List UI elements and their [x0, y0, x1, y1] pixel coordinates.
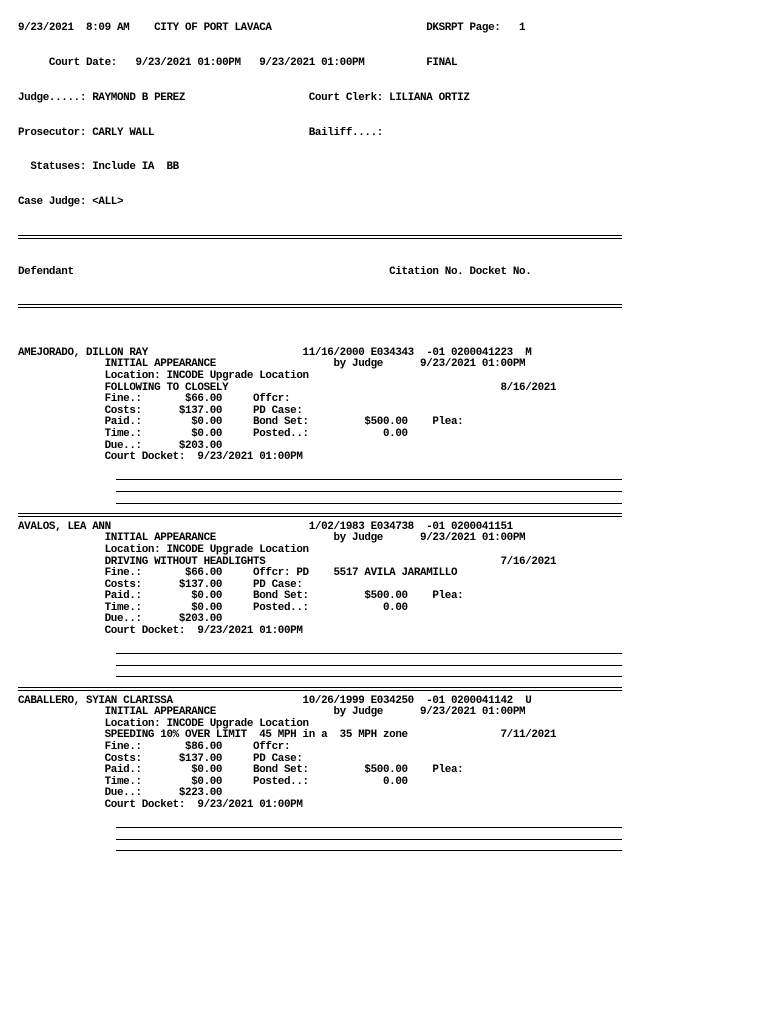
case-detail-line: Time.: $0.00 Posted..: 0.00	[18, 601, 408, 614]
case-detail-line: Paid.: $0.00 Bond Set: $500.00 Plea:	[18, 416, 464, 429]
case-detail-line: Location: INCODE Upgrade Location	[18, 717, 309, 730]
case-detail-line: Costs: $137.00 PD Case:	[18, 578, 303, 591]
case-detail-line: Costs: $137.00 PD Case:	[18, 752, 303, 765]
notes-underline	[18, 672, 556, 684]
double-rule	[18, 301, 556, 313]
case-detail-line: Fine.: $66.00 Offcr: PD 5517 AVILA JARAMILLO	[18, 567, 458, 580]
defendant-line: AVALOS, LEA ANN 1/02/1983 E034738 -01 0200041151	[18, 520, 513, 533]
column-headers: Defendant Citation No. Docket No.	[18, 265, 532, 278]
notes-underline	[18, 649, 556, 661]
case-detail-line: Location: INCODE Upgrade Location	[18, 543, 309, 556]
case-judge-line: Case Judge: <ALL>	[18, 196, 124, 209]
double-rule	[18, 510, 556, 522]
spacer	[18, 464, 556, 476]
notes-underline	[18, 475, 556, 487]
double-rule	[18, 232, 556, 244]
case-detail-line: Time.: $0.00 Posted..: 0.00	[18, 775, 408, 788]
defendant-line: AMEJORADO, DILLON RAY 11/16/2000 E034343 -01 0200041223 M	[18, 346, 532, 359]
case-entry	[18, 522, 556, 684]
case-detail-line: Fine.: $66.00 Offcr:	[18, 393, 291, 406]
case-detail-line: Due..: $203.00	[18, 439, 223, 452]
case-detail-line: Paid.: $0.00 Bond Set: $500.00 Plea:	[18, 764, 464, 777]
spacer	[18, 638, 556, 650]
case-detail-line: Location: INCODE Upgrade Location	[18, 370, 309, 382]
case-detail-line: INITIAL APPEARANCE by Judge 9/23/2021 01:00PM	[18, 358, 526, 371]
case-entry	[18, 696, 556, 858]
notes-underline	[18, 487, 556, 499]
case-detail-line: Paid.: $0.00 Bond Set: $500.00 Plea:	[18, 590, 464, 603]
case-list	[18, 348, 556, 858]
notes-underline	[18, 661, 556, 673]
docket-report	[18, 0, 556, 870]
notes-underline	[18, 835, 556, 847]
court-date-line: Court Date: 9/23/2021 01:00PM 9/23/2021 01:00PM FINAL	[18, 56, 458, 69]
notes-underline	[18, 499, 556, 511]
case-detail-line: DRIVING WITHOUT HEADLIGHTS 7/16/2021	[18, 555, 557, 568]
case-detail-line: Due..: $223.00	[18, 787, 223, 800]
spacer	[18, 812, 556, 824]
case-detail-line: SPEEDING 10% OVER LIMIT 45 MPH in a 35 MPH zone 7/11/2021	[18, 729, 557, 742]
case-detail-line: INITIAL APPEARANCE by Judge 9/23/2021 01:00PM	[18, 532, 526, 545]
double-rule	[18, 684, 556, 696]
notes-underline	[18, 823, 556, 835]
case-detail-line: Court Docket: 9/23/2021 01:00PM	[18, 625, 303, 638]
case-detail-line: Time.: $0.00 Posted..: 0.00	[18, 427, 408, 440]
case-detail-line: Court Docket: 9/23/2021 01:00PM	[18, 451, 303, 464]
defendant-line: CABALLERO, SYIAN CLARISSA 10/26/1999 E034250 -01 0200041142 U	[18, 694, 532, 707]
case-detail-line: FOLLOWING TO CLOSELY 8/16/2021	[18, 381, 557, 394]
case-detail-line: Court Docket: 9/23/2021 01:00PM	[18, 798, 303, 811]
judge-line: Judge.....: RAYMOND B PEREZ Court Clerk: LILIANA ORTIZ	[18, 91, 470, 104]
case-detail-line: Fine.: $86.00 Offcr:	[18, 741, 291, 753]
statuses-line: Statuses: Include IA BB	[18, 161, 179, 174]
prosecutor-line: Prosecutor: CARLY WALL Bailiff....:	[18, 126, 383, 139]
case-detail-line: Costs: $137.00 PD Case:	[18, 404, 303, 417]
case-detail-line: INITIAL APPEARANCE by Judge 9/23/2021 01:00PM	[18, 706, 526, 719]
notes-underline	[18, 846, 556, 858]
report-header-line: 9/23/2021 8:09 AM CITY OF PORT LAVACA DKSRPT Page: 1	[18, 22, 526, 35]
case-entry	[18, 348, 556, 510]
case-detail-line: Due..: $203.00	[18, 613, 223, 626]
